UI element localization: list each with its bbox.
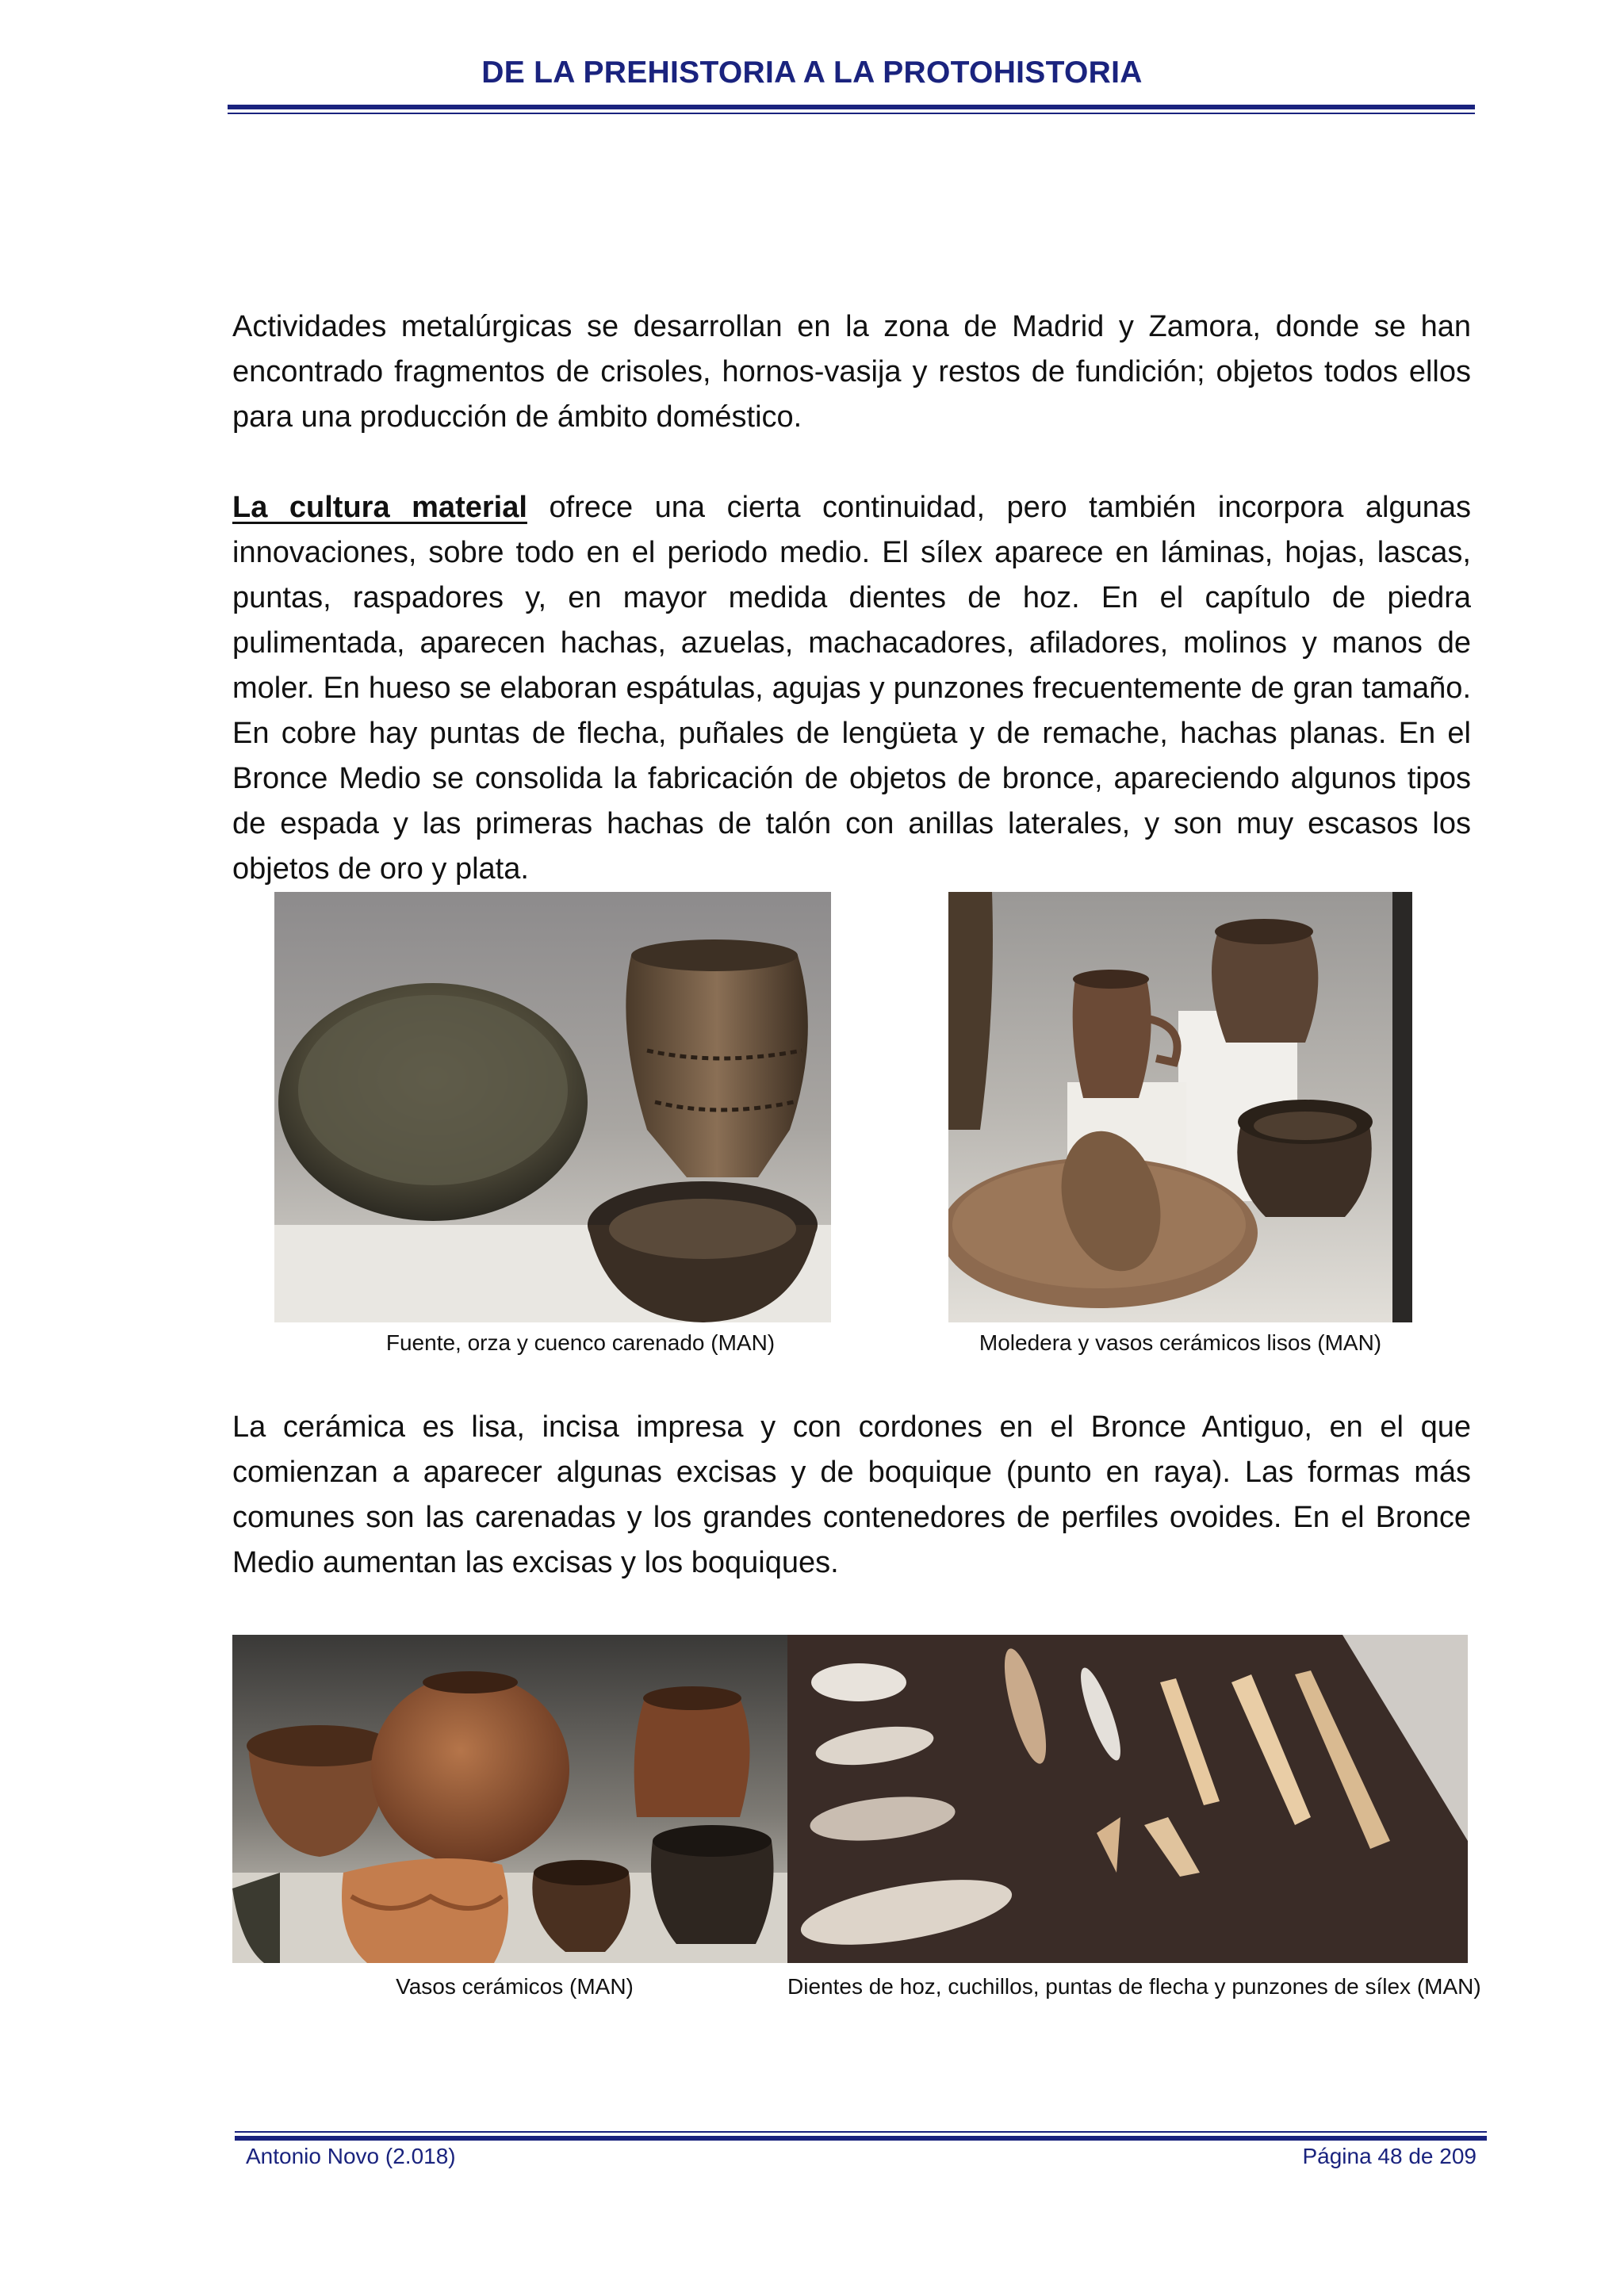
figure-caption-4: Dientes de hoz, cuchillos, puntas de flecha y punzones de sílex (MAN) bbox=[787, 1974, 1481, 1999]
photo-dientes-de-hoz-silex bbox=[787, 1635, 1468, 1963]
header-rule-thick bbox=[228, 105, 1475, 109]
figure-caption-3: Vasos cerámicos (MAN) bbox=[396, 1974, 634, 1999]
photo-fuente-orza-cuenco bbox=[274, 892, 831, 1322]
paragraph-cultura-material-text: ofrece una cierta continuidad, pero también incorpora algunas innovaciones, sobre todo en el periodo medio. El sílex aparece en láminas, hojas, lascas, puntas, raspadores y, en mayor medida dientes de hoz. En el capítulo de piedra pulimentada, aparecen hachas, azuelas, machacadores, afiladores, molinos y manos de moler. En hueso se elaboran espátulas, agujas y punzones frecuentemente de gran tamaño. En cobre hay puntas de flecha, puñales de lengüeta y de remache, hachas planas. En el Bronce Medio se consolida la fabricación de objetos de bronce, apareciendo algunos tipos de espada y las primeras hachas de talón con anillas laterales, y son muy escasos los objetos de oro y plata. bbox=[232, 491, 1471, 886]
paragraph-ceramica-text: La cerámica es lisa, incisa impresa y con cordones en el Bronce Antiguo, en el que comienzan a aparecer algunas excisas y de boquique (punto en raya). Las formas más comunes son las carenadas y los grandes contenedores de perfiles ovoides. En el Bronce Medio aumentan las excisas y los boquiques. bbox=[232, 1410, 1471, 1579]
paragraph-metalurgia-text: Actividades metalúrgicas se desarrollan en la zona de Madrid y Zamora, donde se han encontrado fragmentos de crisoles, hornos-vasija y restos de fundición; objetos todos ellos para una producción de ámbito doméstico. bbox=[232, 310, 1471, 434]
paragraph-ceramica bbox=[232, 1405, 1471, 1586]
page-header-title: DE LA PREHISTORIA A LA PROTOHISTORIA bbox=[481, 55, 1143, 90]
footer-rule-thin bbox=[235, 2131, 1487, 2133]
figure-caption-2: Moledera y vasos cerámicos lisos (MAN) bbox=[979, 1330, 1382, 1355]
footer-author: Antonio Novo (2.018) bbox=[246, 2144, 456, 2168]
paragraph-lead-heading: La cultura material bbox=[232, 491, 527, 524]
paragraph-cultura-material bbox=[232, 485, 1471, 892]
footer-page-number: Página 48 de 209 bbox=[1302, 2144, 1477, 2168]
photo-moledera-vasos bbox=[948, 892, 1412, 1322]
paragraph-metalurgia bbox=[232, 304, 1471, 440]
photo-vasos-ceramicos bbox=[232, 1635, 787, 1963]
header-rule-thin bbox=[228, 113, 1475, 114]
figure-caption-1: Fuente, orza y cuenco carenado (MAN) bbox=[385, 1330, 776, 1355]
footer-rule-thick bbox=[235, 2136, 1487, 2141]
